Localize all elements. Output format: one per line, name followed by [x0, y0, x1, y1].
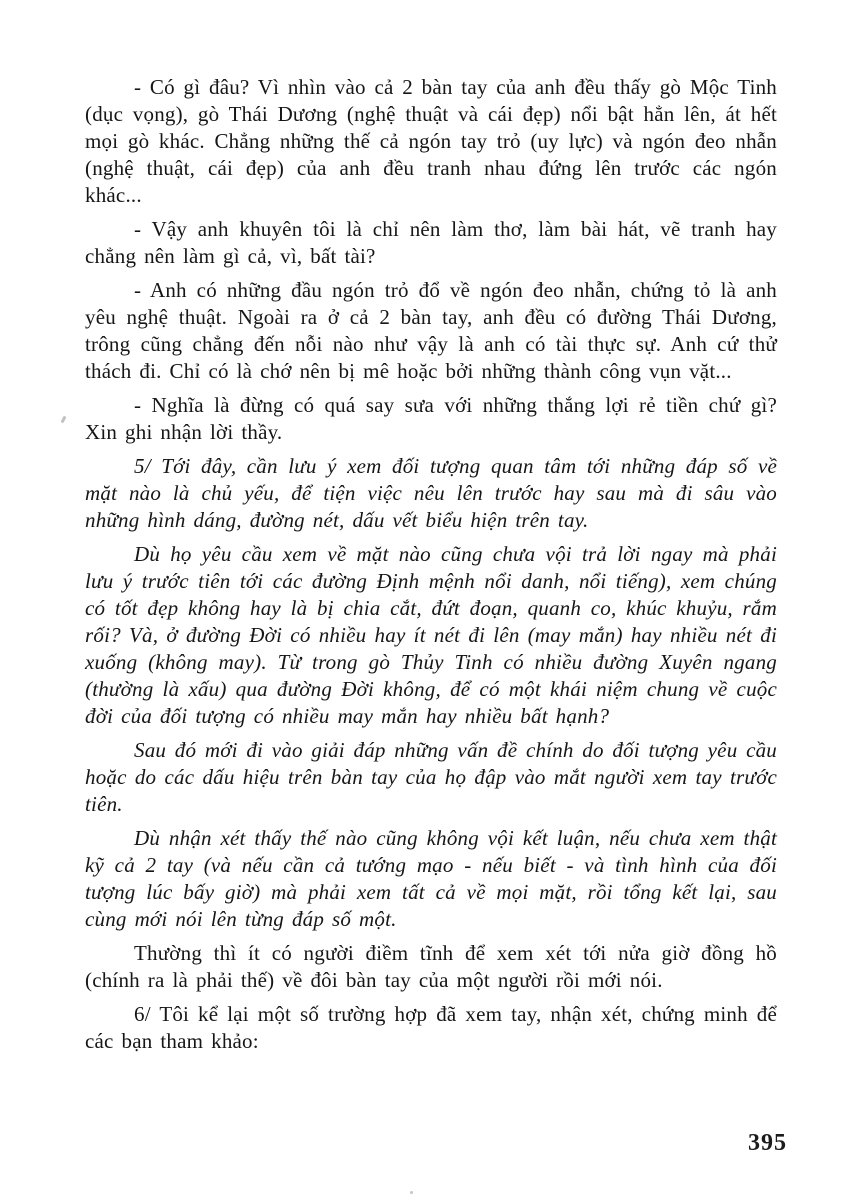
paragraph-dialog-1: - Có gì đâu? Vì nhìn vào cả 2 bàn tay của anh đều thấy gò Mộc Tinh (dục vọng), gò Thái Dương (nghệ thuật và cái đẹp) nổi bật hẳn lên, át hết mọi gò khác. Chẳng những thế cả ngón tay trỏ (uy lực) và ngón đeo nhẫn (nghệ thuật, cái đẹp) của anh đều tranh nhau đứng lên trước các ngón khác...	[85, 75, 777, 207]
page-number: 395	[748, 1130, 787, 1156]
paragraph-italic-2: Dù họ yêu cầu xem về mặt nào cũng chưa vội trả lời ngay mà phải lưu ý trước tiên tới các đường Định mệnh nổi danh, nổi tiếng), xem chúng có tốt đẹp không hay là bị chia cắt, đứt đoạn, quanh co, khúc khuỷu, rắm rối? Và, ở đường Đời có nhiều hay ít nét đi lên (may mắn) hay nhiều nét đi xuống (không may). Từ trong gò Thủy Tinh có nhiều đường Xuyên ngang (thường là xấu) qua đường Đời không, để có một khái niệm chung về cuộc đời của đối tượng có nhiều may mắn hay nhiều bất hạnh?	[85, 542, 777, 728]
paragraph-dialog-4: - Nghĩa là đừng có quá say sưa với những thắng lợi rẻ tiền chứ gì? Xin ghi nhận lời thầy.	[85, 393, 777, 444]
paragraph-dialog-3: - Anh có những đầu ngón trỏ đổ về ngón đeo nhẫn, chứng tỏ là anh yêu nghệ thuật. Ngoài ra ở cả 2 bàn tay, anh đều có đường Thái Dương, trông cũng chẳng đến nỗi nào như vậy là anh có tài thực sự. Anh cứ thử thách đi. Chỉ có là chớ nên bị mê hoặc bởi những thành công vụn vặt...	[85, 278, 777, 383]
paragraph-dialog-2: - Vậy anh khuyên tôi là chỉ nên làm thơ, làm bài hát, vẽ tranh hay chẳng nên làm gì cả, vì, bất tài?	[85, 217, 777, 268]
paragraph-italic-3: Sau đó mới đi vào giải đáp những vấn đề chính do đối tượng yêu cầu hoặc do các dấu hiệu trên bàn tay của họ đập vào mắt người xem tay trước tiên.	[85, 738, 777, 816]
scan-artifact-dot	[410, 1191, 413, 1194]
scan-artifact-mark	[61, 416, 67, 424]
paragraph-section-5: 5/ Tới đây, cần lưu ý xem đối tượng quan tâm tới những đáp số về mặt nào là chủ yếu, để tiện việc nêu lên trước hay sau mà đi sâu vào những hình dáng, đường nét, dấu vết biểu hiện trên tay.	[85, 454, 777, 532]
paragraph-italic-4: Dù nhận xét thấy thế nào cũng không vội kết luận, nếu chưa xem thật kỹ cả 2 tay (và nếu cần cả tướng mạo - nếu biết - và tình hình của đối tượng lúc bấy giờ) mà phải xem tất cả về mọi mặt, rồi tổng kết lại, sau cùng mới nói lên từng đáp số một.	[85, 826, 777, 931]
paragraph-regular-5: Thường thì ít có người điềm tĩnh để xem xét tới nửa giờ đồng hồ (chính ra là phải thế) về đôi bàn tay của một người rồi mới nói.	[85, 941, 777, 992]
page-text	[85, 74, 777, 1062]
paragraph-section-6: 6/ Tôi kể lại một số trường hợp đã xem tay, nhận xét, chứng minh để các bạn tham khảo:	[85, 1002, 777, 1053]
